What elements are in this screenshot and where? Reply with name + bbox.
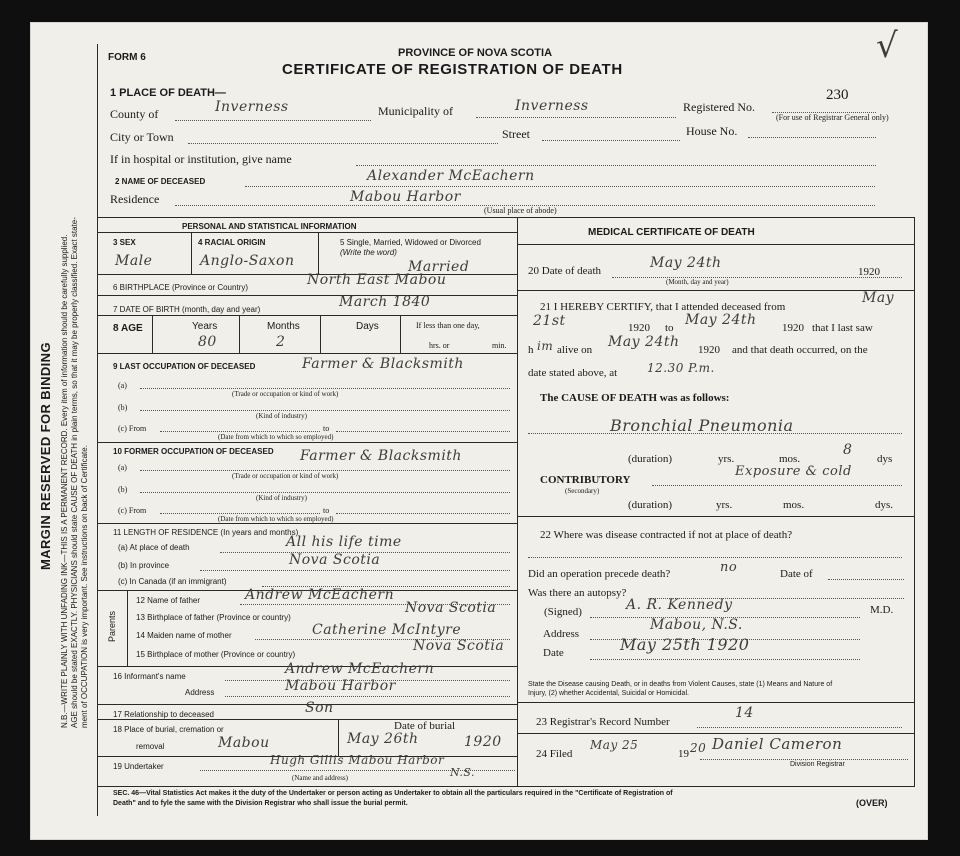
signer-date-value: May 25th 1920 <box>620 635 750 654</box>
registrar-signature: Daniel Cameron <box>712 735 843 753</box>
street-label: Street <box>502 127 530 141</box>
former-industry-note: (Kind of industry) <box>256 494 307 502</box>
last-occupation-value: Farmer & Blacksmith <box>302 356 464 372</box>
burial-label-2: removal <box>136 742 165 751</box>
residence-note: (Usual place of abode) <box>484 206 557 215</box>
date-of-label: Date of <box>780 568 813 580</box>
certify-to-value: May 24th <box>685 312 757 328</box>
form-frame-top <box>97 217 915 218</box>
contrib-yrs-label: yrs. <box>716 499 733 511</box>
years-label: Years <box>192 321 218 332</box>
certify-from-day: 21st <box>533 313 566 329</box>
age-years-value: 80 <box>198 334 217 350</box>
burial-year-value: 1920 <box>464 734 502 750</box>
signer-address-value: Mabou, N.S. <box>650 617 743 633</box>
place-of-death-heading: 1 PLACE OF DEATH— <box>110 87 226 99</box>
sex-label: 3 SEX <box>113 238 136 247</box>
filed-label: 24 Filed <box>536 748 573 760</box>
occ-a-label: (a) <box>118 381 127 390</box>
undertaker-label: 19 Undertaker <box>113 762 164 771</box>
certify-year-3: 1920 <box>698 344 720 356</box>
race-value: Anglo-Saxon <box>200 253 295 269</box>
margin-rule <box>97 44 98 816</box>
cause-mos-label: mos. <box>779 453 801 465</box>
filed-year-prefix: 19 <box>678 748 689 760</box>
certify-line-1: 21 I HEREBY CERTIFY, that I attended deceased from <box>540 301 786 313</box>
margin-reserved-label: MARGIN RESERVED FOR BINDING <box>38 342 53 570</box>
informant-address-label: Address <box>185 688 215 697</box>
date-of-death-note: (Month, day and year) <box>666 278 729 286</box>
form-frame-right <box>914 217 915 787</box>
occ-c-from-label: (c) From <box>118 424 147 433</box>
occ-date-note: (Date from which to which so employed) <box>218 433 334 441</box>
column-divider <box>517 217 518 786</box>
burial-date-value: May 26th <box>347 731 419 747</box>
contributory-label: CONTRIBUTORY <box>540 474 631 486</box>
margin-instruction-1: N.B.—WRITE PLAINLY WITH UNFADING INK—THIS IS A PERMANENT RECORD. Every item of information should be carefully supplied. <box>60 234 69 728</box>
date-of-death-year: 1920 <box>858 266 880 278</box>
certify-time-value: 12.30 P.m. <box>647 361 715 375</box>
sec46-line-1: SEC. 46—Vital Statistics Act makes it the duty of the Undertaker or person acting as Undertaker to obtain all the particulars required in the "Certificate of Registration of <box>113 790 673 797</box>
cause-label: The CAUSE OF DEATH was as follows: <box>540 392 730 404</box>
state-note-1: State the Disease causing Death, or in deaths from Violent Causes, state (1) Means and Nature of <box>528 681 833 688</box>
residence-province-label: (b) In province <box>118 561 170 570</box>
length-residence-label: 11 LENGTH OF RESIDENCE (In years and months) <box>113 528 299 537</box>
former-occupation-value: Farmer & Blacksmith <box>300 448 462 464</box>
signed-label: (Signed) <box>544 606 582 618</box>
state-note-2: Injury, (2) whether Accidental, Suicidal or Homicidal. <box>528 690 689 697</box>
certify-year-1: 1920 <box>628 322 650 334</box>
hospital-label: If in hospital or institution, give name <box>110 152 292 166</box>
contrib-dys-label: dys. <box>875 499 894 511</box>
occ-to-label: to <box>323 424 330 433</box>
residence-place-value: All his life time <box>286 534 402 550</box>
cause-dys-label: dys <box>877 453 893 465</box>
former-trade-note: (Trade or occupation or kind of work) <box>232 472 339 480</box>
check-mark: √ <box>876 26 899 66</box>
cause-duration-label: (duration) <box>628 453 672 465</box>
race-label: 4 RACIAL ORIGIN <box>198 238 266 247</box>
residence-province-value: Nova Scotia <box>289 552 381 568</box>
contrib-duration-label: (duration) <box>628 499 672 511</box>
mother-label: 14 Maiden name of mother <box>136 631 232 640</box>
informant-label: 16 Informant's name <box>113 672 186 681</box>
margin-instruction-2: AGE should be stated EXACTLY. PHYSICIANS should state CAUSE OF DEATH in plain terms, so that it may be properly classified. Exact state- <box>70 217 79 728</box>
certify-date-label: date stated above, at <box>528 367 618 379</box>
form-frame-bottom <box>97 786 915 787</box>
last-occupation-label: 9 LAST OCCUPATION OF DECEASED <box>113 362 256 371</box>
registered-note: (For use of Registrar General only) <box>776 113 889 122</box>
parents-side-label: Parents <box>107 610 117 642</box>
operation-label: Did an operation precede death? <box>528 568 671 580</box>
over-label: (OVER) <box>856 798 888 808</box>
signer-date-label: Date <box>543 647 564 659</box>
burial-date-label: Date of burial <box>394 720 456 732</box>
father-value: Andrew McEachern <box>245 587 395 603</box>
min-label: min. <box>492 341 507 350</box>
registered-value: 230 <box>826 87 849 103</box>
date-of-death-value: May 24th <box>650 255 722 271</box>
former-a-label: (a) <box>118 463 127 472</box>
father-birthplace-value: Nova Scotia <box>405 600 497 616</box>
hrs-label: hrs. or <box>429 341 450 350</box>
q22-label: 22 Where was disease contracted if not at place of death? <box>540 529 793 541</box>
former-c-from-label: (c) From <box>118 506 147 515</box>
operation-value: no <box>720 560 738 575</box>
name-of-deceased-label: 2 NAME OF DECEASED <box>115 177 206 186</box>
residence-place-label: (a) At place of death <box>118 543 190 552</box>
undertaker-value: Hugh Gillis Mabou Harbor <box>270 753 445 767</box>
sex-value: Male <box>115 253 153 269</box>
days-label: Days <box>356 321 379 332</box>
medical-heading: MEDICAL CERTIFICATE OF DEATH <box>588 227 755 238</box>
months-label: Months <box>267 321 300 332</box>
cause-yrs-label: yrs. <box>718 453 735 465</box>
city-label: City or Town <box>110 130 174 144</box>
marital-value: Married <box>408 259 470 275</box>
relationship-label: 17 Relationship to deceased <box>113 710 214 719</box>
relationship-value: Son <box>305 700 334 716</box>
certify-him-label: h <box>528 344 534 356</box>
municipality-value: Inverness <box>515 98 589 114</box>
secondary-note: (Secondary) <box>565 487 600 495</box>
former-to-label: to <box>323 506 330 515</box>
informant-address-value: Mabou Harbor <box>285 678 396 694</box>
form-number: FORM 6 <box>108 52 146 63</box>
province-heading: PROVINCE OF NOVA SCOTIA <box>398 47 553 59</box>
date-of-death-label: 20 Date of death <box>528 265 601 277</box>
dob-label: 7 DATE OF BIRTH (month, day and year) <box>113 305 261 314</box>
certify-last-saw: that I last saw <box>812 322 873 334</box>
residence-label: Residence <box>110 192 160 206</box>
burial-label-1: 18 Place of burial, cremation or <box>113 725 224 734</box>
sec46-line-2: Death" and to fyle the same with the Division Registrar who shall issue the burial permit. <box>113 800 408 807</box>
record-number-label: 23 Registrar's Record Number <box>536 716 670 728</box>
margin-instruction-3: ment of OCCUPATION is very important. See instructions on back of Certificate. <box>80 445 89 728</box>
burial-place-value: Mabou <box>218 735 270 751</box>
md-label: M.D. <box>870 604 894 616</box>
county-label: County of <box>110 107 159 121</box>
birthplace-value: North East Mabou <box>307 272 447 288</box>
occ-industry-note: (Kind of industry) <box>256 412 307 420</box>
certify-from-value: May <box>862 290 895 306</box>
contributory-value: Exposure & cold <box>735 464 852 479</box>
certificate-title: CERTIFICATE OF REGISTRATION OF DEATH <box>282 61 623 78</box>
father-birthplace-label: 13 Birthplace of father (Province or country) <box>136 613 291 622</box>
undertaker-value-2: N.S. <box>450 766 476 779</box>
occ-b-label: (b) <box>118 403 128 412</box>
municipality-label: Municipality of <box>378 104 453 118</box>
personal-heading: PERSONAL AND STATISTICAL INFORMATION <box>182 222 357 231</box>
record-number-value: 14 <box>735 705 754 721</box>
father-label: 12 Name of father <box>136 596 201 605</box>
certify-to-label: to <box>665 322 674 334</box>
certify-and-label: and that death occurred, on the <box>732 344 868 356</box>
age-label: 8 AGE <box>113 323 143 334</box>
house-label: House No. <box>686 124 738 138</box>
former-b-label: (b) <box>118 485 128 494</box>
certify-year-2: 1920 <box>782 322 804 334</box>
cause-value: Bronchial Pneumonia <box>610 416 794 435</box>
deceased-name-value: Alexander McEachern <box>367 168 535 184</box>
former-occupation-label: 10 FORMER OCCUPATION OF DECEASED <box>113 447 274 456</box>
former-date-note: (Date from which to which so employed) <box>218 515 334 523</box>
certify-alive-value: May 24th <box>608 334 680 350</box>
filed-year-value: 20 <box>690 741 707 755</box>
certify-him-hw: im <box>537 339 554 353</box>
autopsy-label: Was there an autopsy? <box>528 587 627 599</box>
dob-value: March 1840 <box>339 294 431 310</box>
undertaker-note: (Name and address) <box>292 774 348 782</box>
marital-label: 5 Single, Married, Widowed or Divorced (Write the word) <box>340 238 481 257</box>
residence-canada-label: (c) In Canada (if an immigrant) <box>118 577 227 586</box>
contrib-mos-label: mos. <box>783 499 805 511</box>
cause-duration-days: 8 <box>843 442 853 458</box>
mother-birthplace-value: Nova Scotia <box>413 638 505 654</box>
residence-value: Mabou Harbor <box>350 189 461 205</box>
informant-value: Andrew McEachern <box>285 661 435 677</box>
county-value: Inverness <box>215 99 289 115</box>
signed-value: A. R. Kennedy <box>626 597 733 613</box>
birthplace-label: 6 BIRTHPLACE (Province or Country) <box>113 283 249 292</box>
registered-label: Registered No. <box>683 100 755 114</box>
division-registrar-note: Division Registrar <box>790 761 845 768</box>
age-months-value: 2 <box>276 334 286 350</box>
mother-value: Catherine McIntyre <box>312 622 462 638</box>
less-than-day-label: If less than one day, <box>416 321 480 330</box>
mother-birthplace-label: 15 Birthplace of mother (Province or country) <box>136 650 296 659</box>
occ-trade-note: (Trade or occupation or kind of work) <box>232 390 339 398</box>
signer-address-label: Address <box>543 628 580 640</box>
filed-value: May 25 <box>590 738 639 752</box>
certify-alive-label: alive on <box>557 344 593 356</box>
